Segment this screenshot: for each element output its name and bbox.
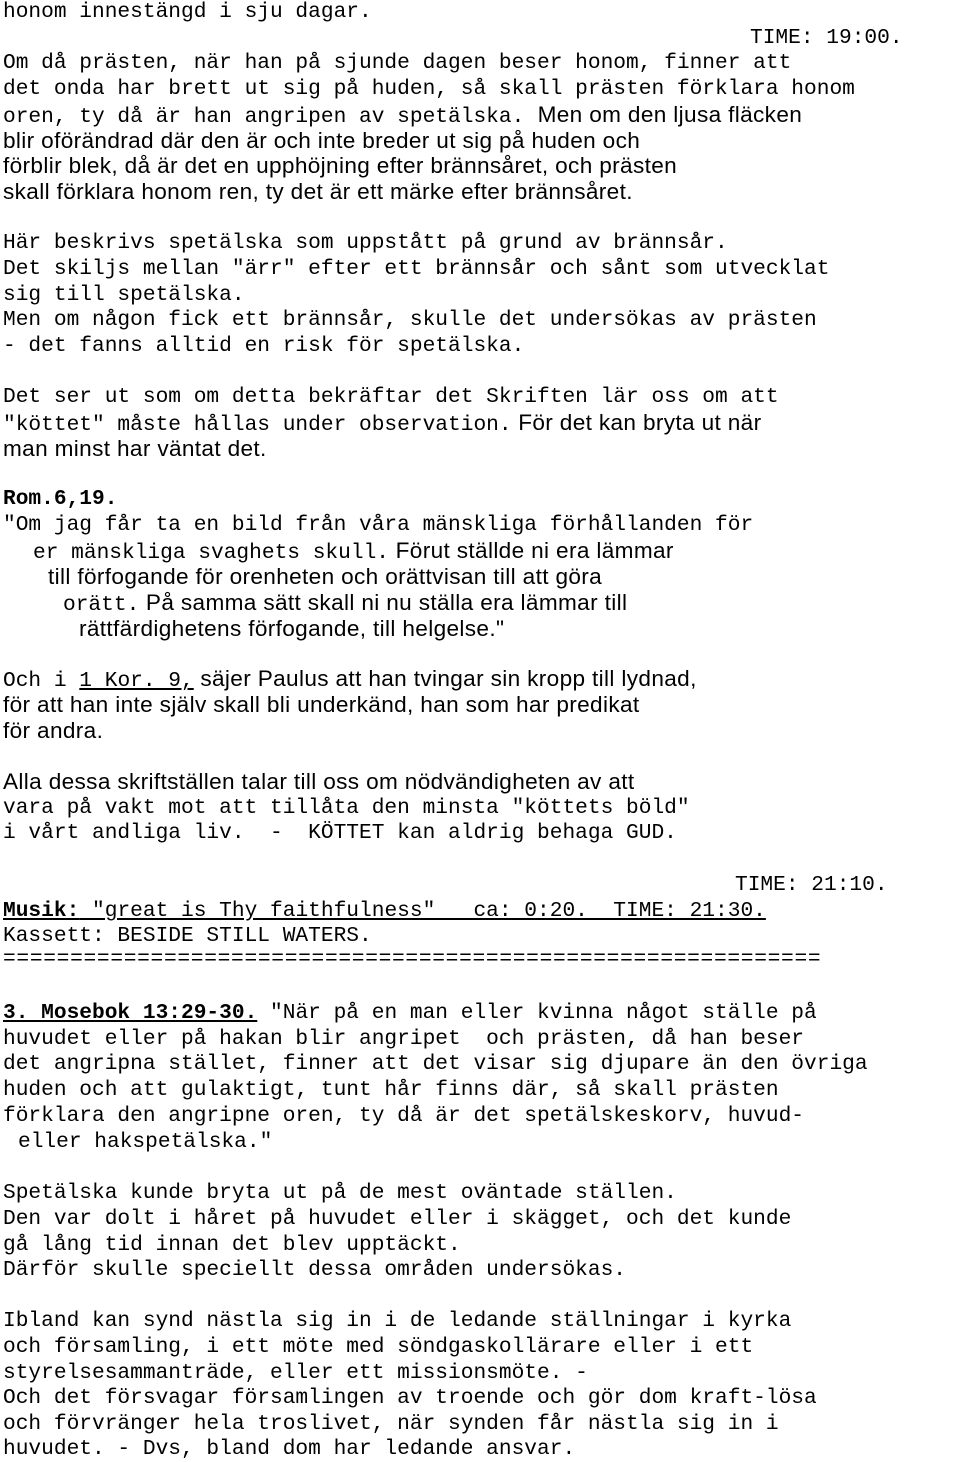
- quote-line: "Om jag får ta en bild från våra mänskliga förhållanden för: [3, 513, 754, 537]
- text-line: Därför skulle speciellt dessa områden undersökas.: [3, 1258, 627, 1282]
- text-line: styrelsesammanträde, eller ett missionsmöte. -: [3, 1361, 588, 1385]
- text-line: eller hakspetälska.": [18, 1130, 273, 1154]
- text-line: 3. Mosebok 13:29-30. "När på en man eller kvinna något ställe på: [3, 1001, 817, 1025]
- text-line: oren, ty då är han angripen av spetälska. Men om den ljusa fläcken: [3, 102, 803, 129]
- separator-line: =============================================================: [3, 947, 822, 971]
- scripture-reference: 3. Mosebok 13:29-30.: [3, 1001, 258, 1025]
- text-line: det angripna stället, finner att det visar sig djupare än den övriga: [3, 1052, 868, 1076]
- text-line: huden och att gulaktigt, tunt hår finns där, så skall prästen: [3, 1078, 779, 1102]
- text-line: Men om någon fick ett brännsår, skulle det undersökas av prästen: [3, 308, 817, 332]
- text-line: Här beskrivs spetälska som uppstått på grund av brännsår.: [3, 231, 728, 255]
- text-line: huvudet eller på hakan blir angripet och prästen, då han beser: [3, 1027, 805, 1051]
- text-line: skall förklara honom ren, ty det är ett märke efter brännsåret.: [3, 179, 633, 204]
- quote-line: orätt. På samma sätt skall ni nu ställa era lämmar till: [63, 590, 628, 617]
- text-line: förblir blek, då är det en upphöjning efter brännsåret, och prästen: [3, 153, 678, 178]
- text-line: Om då prästen, när han på sjunde dagen beser honom, finner att: [3, 51, 792, 75]
- text-line: Ibland kan synd nästla sig in i de ledande ställningar i kyrka: [3, 1309, 792, 1333]
- text-line: "köttet" måste hållas under observation. För det kan bryta ut när: [3, 410, 762, 437]
- text-line: Den var dolt i håret på huvudet eller i skägget, och det kunde: [3, 1207, 792, 1231]
- text-line: - det fanns alltid en risk för spetälska.: [3, 334, 525, 358]
- cassette-line: Kassett: BESIDE STILL WATERS.: [3, 924, 372, 948]
- text-line: blir oförändrad där den är och inte breder ut sig på huden och: [3, 128, 641, 153]
- text-line: vara på vakt mot att tillåta den minsta "köttets böld": [3, 796, 690, 820]
- quote-line: till förfogande för orenheten och orättvisan till att göra: [48, 564, 603, 589]
- text-line: Det skiljs mellan "ärr" efter ett brännsår och sånt som utvecklat: [3, 257, 830, 281]
- text-line: sig till spetälska.: [3, 283, 245, 307]
- text-line: och förvränger hela troslivet, när synden får nästla sig in i: [3, 1412, 779, 1436]
- text-line: och församling, i ett möte med söndgaskollärare eller i ett: [3, 1335, 754, 1359]
- text-line: för andra.: [3, 718, 104, 743]
- text-line: i vårt andliga liv. - KÖTTET kan aldrig behaga GUD.: [3, 821, 677, 845]
- text-line: Och det försvagar församlingen av troende och gör dom kraft-lösa: [3, 1386, 817, 1410]
- text-line: Det ser ut som om detta bekräftar det Skriften lär oss om att: [3, 385, 779, 409]
- quote-line: er mänskliga svaghets skull. Förut ställde ni era lämmar: [33, 538, 674, 565]
- time-stamp: TIME: 21:10.: [735, 873, 888, 897]
- text-line: Och i 1 Kor. 9, säjer Paulus att han tvingar sin kropp till lydnad,: [3, 666, 697, 693]
- quote-line: rättfärdighetens förfogande, till helgelse.": [79, 616, 505, 641]
- scripture-reference-link: 1 Kor. 9,: [79, 669, 194, 693]
- text-line: för att han inte själv skall bli underkänd, han som har predikat: [3, 692, 640, 717]
- text-line: Spetälska kunde bryta ut på de mest oväntade ställen.: [3, 1181, 677, 1205]
- text-line: gå lång tid innan det blev upptäckt.: [3, 1233, 461, 1257]
- text-line: man minst har väntat det.: [3, 436, 267, 461]
- scripture-reference: Rom.6,19.: [3, 487, 118, 511]
- text-line: honom innestängd i sju dagar.: [3, 0, 372, 24]
- text-line: huvudet. - Dvs, bland dom har ledande ansvar.: [3, 1437, 576, 1461]
- text-line: Alla dessa skriftställen talar till oss om nödvändigheten av att: [3, 769, 635, 794]
- text-line: förklara den angripne oren, ty då är det spetälskeskorv, huvud-: [3, 1104, 805, 1128]
- text-line: det onda har brett ut sig på huden, så skall prästen förklara honom: [3, 77, 855, 101]
- music-line: Musik: "great is Thy faithfulness" ca: 0:20. TIME: 21:30.: [3, 899, 766, 923]
- time-stamp: TIME: 19:00.: [750, 26, 903, 50]
